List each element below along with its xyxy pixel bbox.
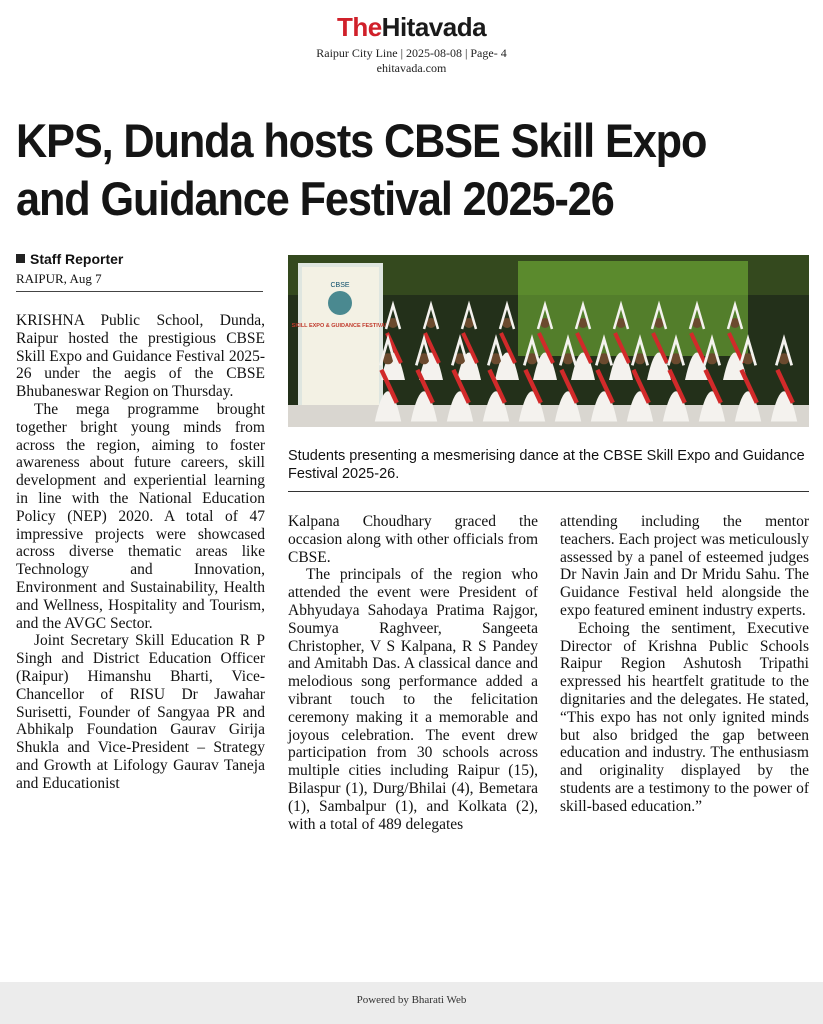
headline-line-2: and Guidance Festival 2025-26	[16, 172, 614, 225]
edition-line: Raipur City Line | 2025-08-08 | Page- 4	[316, 46, 507, 60]
masthead	[0, 12, 823, 76]
paragraph: The mega programme brought together bright young minds from across the region, aiming to foster awareness about future careers, skill development and experiential learning in line with the National Education Policy (NEP) 2020. A total of 47 impressive projects were showcased across diverse thematic areas like Technology and Innovation, Environment and Sustainability, Health and Wellness, Hospitality and Tourism, and the AVGC Sector.	[16, 400, 265, 632]
byline-divider	[16, 291, 263, 292]
paragraph: Kalpana Choudhary graced the occasion along with other officials from CBSE.	[288, 513, 538, 566]
newspaper-logo[interactable]	[0, 12, 823, 42]
dance-photo-illustration	[288, 255, 809, 427]
paragraph: Echoing the sentiment, Executive Director of Krishna Public Schools Raipur Region Ashutosh Tripathi expressed his heartfelt gratitude to the dignitaries and the delegates. He stated, “This expo has not only ignited minds but also bridged the gap between education and industry. The enthusiasm and originality displayed by the students are a testimony to the power of skill-based education.”	[560, 619, 809, 815]
byline	[16, 250, 263, 268]
byline-block	[16, 250, 263, 292]
banner-logo-icon	[328, 291, 352, 315]
website-link[interactable]: ehitavada.com	[376, 61, 447, 75]
banner-text: SKILL EXPO & GUIDANCE FESTIVAL	[291, 323, 389, 329]
article-column-1	[16, 312, 265, 793]
article-photo[interactable]	[288, 255, 809, 427]
byline-square-icon	[16, 254, 25, 263]
dateline: RAIPUR, Aug 7	[16, 271, 102, 286]
caption-divider	[288, 491, 809, 492]
byline-text: Staff Reporter	[30, 251, 124, 267]
article-column-2	[288, 513, 538, 833]
paragraph: The principals of the region who attended the event were President of Abhyudaya Sahodaya Pratima Rajgor, Soumya Raghveer, Sangeeta Christopher, V S Kalpana, R S Pandey and Amitabh Das. A classical dance and melodious song performance added a vibrant touch to the felicitation ceremony making it a memorable and joyous celebration. The event drew participation from 30 schools across multiple cities including Raipur (15), Bilaspur (1), Durg/Bhilai (4), Bemetara (1), Sambalpur (1), and Kolkata (2), with a total of 489 delegates	[288, 566, 538, 833]
paragraph: Joint Secretary Skill Education R P Singh and District Education Officer (Raipur) Himanshu Bharti, Vice-Chancellor of RISU Dr Jawahar Surisetti, Founder of Sangyaa PR and Abhikalp Foundation Gaurav Girija Shukla and Vice-President – Strategy and Growth at Lifology Gaurav Taneja and Educationist	[16, 632, 265, 792]
footer	[0, 982, 823, 1024]
photo-caption: Students presenting a mesmerising dance at the CBSE Skill Expo and Guidance Festival 2025-26.	[288, 448, 805, 482]
logo-brand: Hitavada	[381, 12, 487, 42]
headline	[16, 112, 743, 228]
article-column-3	[560, 513, 809, 816]
logo-the: The	[336, 12, 382, 42]
headline-line-1: KPS, Dunda hosts CBSE Skill Expo	[16, 114, 707, 167]
paragraph: KRISHNA Public School, Dunda, Raipur hosted the prestigious CBSE Skill Expo and Guidance Festival 2025-26 under the aegis of the CBSE Bhubaneswar Region on Thursday.	[16, 312, 265, 401]
footer-text[interactable]: Powered by Bharati Web	[356, 994, 467, 1006]
banner-small-text: CBSE	[330, 282, 350, 289]
paragraph: attending including the mentor teachers. Each project was meticulously assessed by a panel of esteemed judges Dr Navin Jain and Dr Mridu Sahu. The Guidance Festival held alongside the expo featured eminent industry experts.	[560, 513, 809, 619]
